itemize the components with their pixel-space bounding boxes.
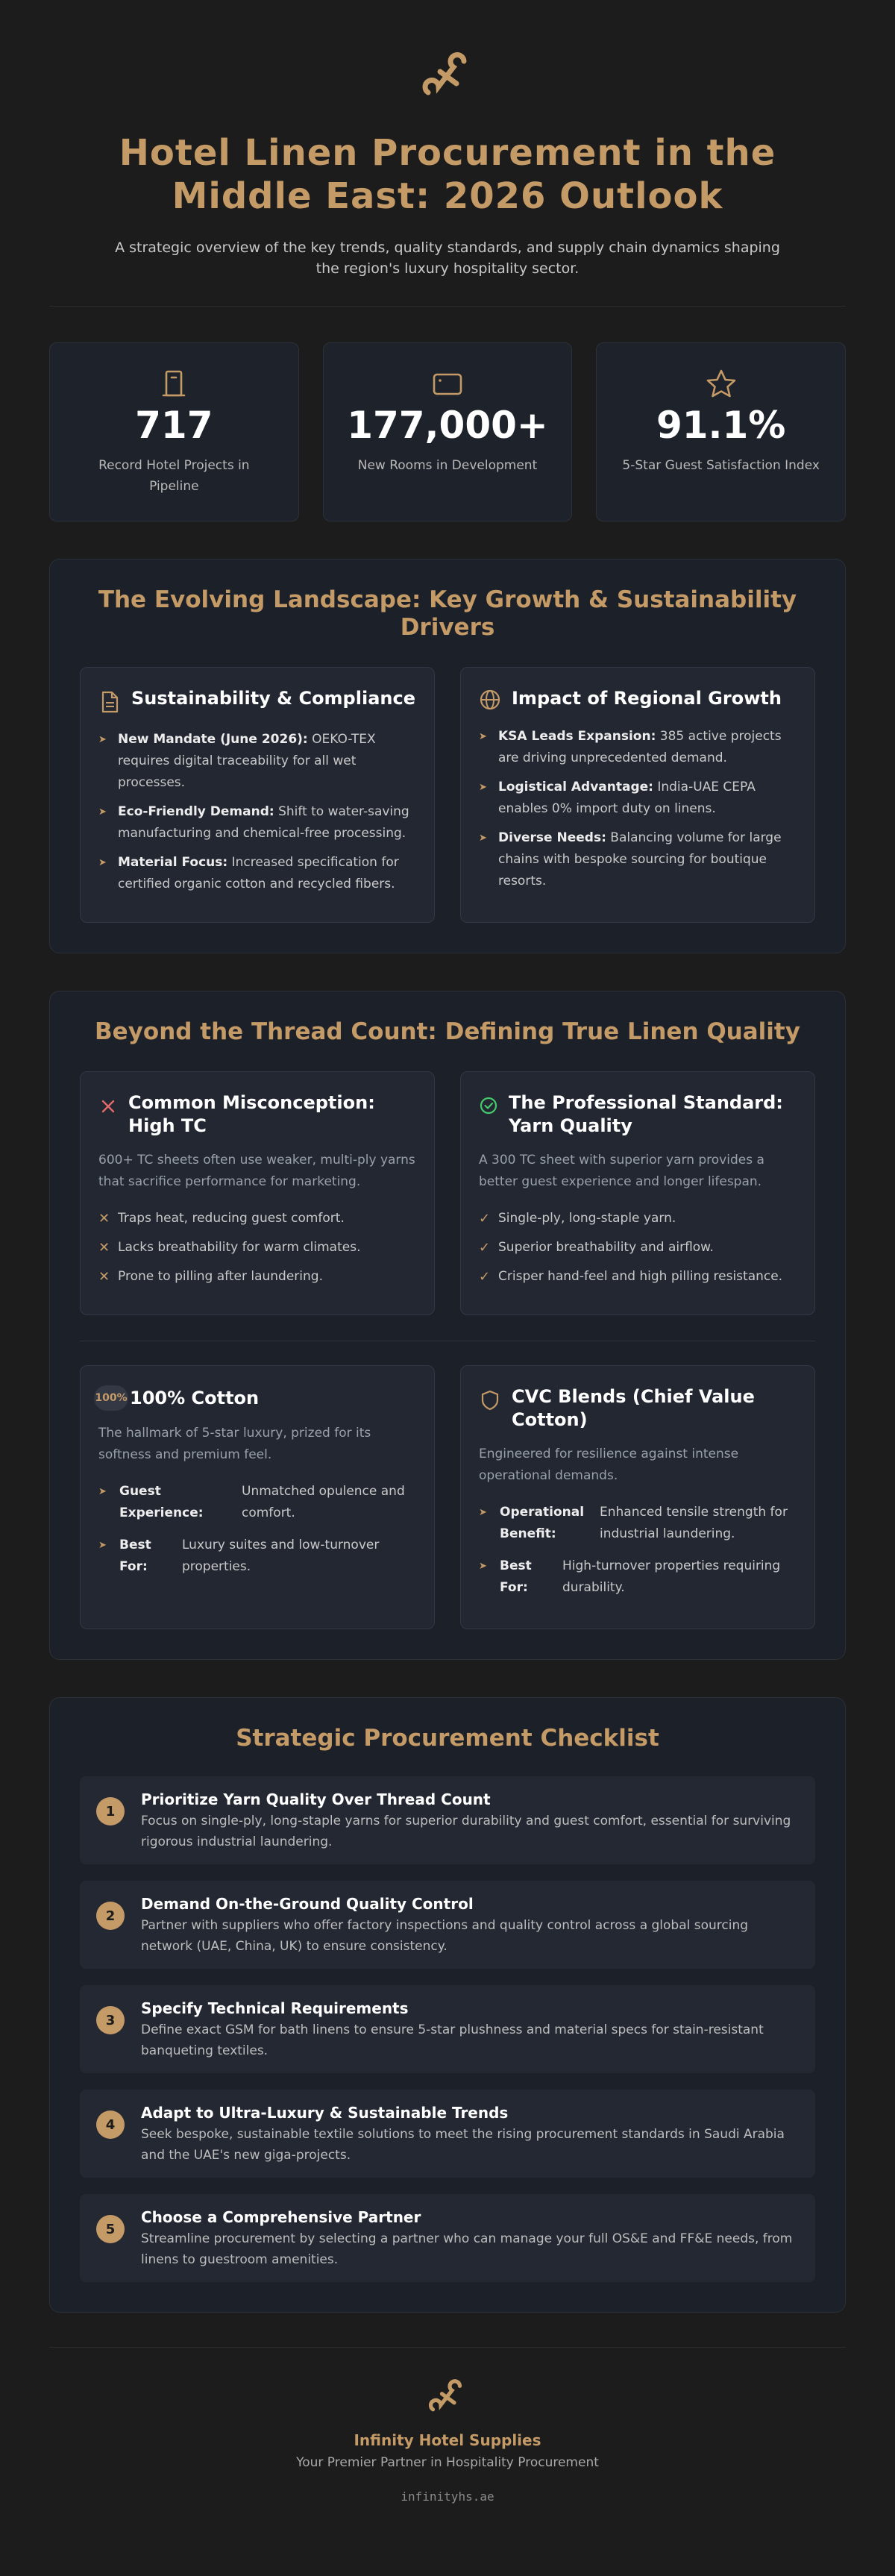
step-title: Choose a Comprehensive Partner — [141, 2208, 421, 2226]
footer-logo-icon — [49, 2378, 846, 2418]
spec-row: ➤ Best For: High-turnover properties requiring durability. — [479, 1558, 781, 1595]
page-subtitle: A strategic overview of the key trends, quality standards, and supply chain dynamics shaping the region's luxury hospitality sector. — [115, 239, 780, 277]
spec-row: ➤ Operational Benefit: Enhanced tensile strength for industrial laundering. — [479, 1505, 788, 1541]
close-icon — [98, 1091, 118, 1117]
step-description: Streamline procurement by selecting a partner who can manage your full OS&E and FF&E needs, from linens to guestroom amenities. — [141, 2231, 793, 2267]
stat-value: 177,000+ — [347, 404, 548, 447]
card-title: 100% Cotton — [130, 1387, 260, 1408]
list-item: ✓ Single-ply, long-staple yarn. — [479, 1211, 676, 1226]
footer-divider — [49, 2347, 846, 2348]
step-number: 3 — [96, 2006, 125, 2034]
growth-list — [479, 726, 797, 892]
list-item: ➤ Logistical Advantage: India-UAE CEPA enables 0% import duty on linens. — [479, 780, 756, 816]
checklist-steps — [80, 1776, 815, 2282]
sustainability-list — [98, 729, 416, 895]
cvc-card — [460, 1365, 815, 1629]
list-item: ✓ Superior breathability and airflow. — [479, 1240, 714, 1256]
list-item: ✕ Traps heat, reducing guest comfort. — [98, 1211, 345, 1226]
document-icon — [98, 687, 121, 714]
company-url[interactable]: infinityhs.ae — [401, 2489, 494, 2504]
step-description: Seek bespoke, sustainable textile solutions to meet the rising procurement standards in Saudi Arabia and the UAE's new giga-projects. — [141, 2127, 785, 2163]
list-item: ➤ New Mandate (June 2026): OEKO-TEX requires digital traceability for all wet processes. — [98, 732, 376, 790]
checklist-step — [80, 1776, 815, 1864]
checklist-step — [80, 2194, 815, 2282]
footer — [49, 2378, 846, 2504]
list-item: ➤ Material Focus: Increased specification for certified organic cotton and recycled fibers. — [98, 855, 399, 891]
card-title: Common Misconception: High TC — [128, 1092, 375, 1136]
cotton-badge-icon: 100% — [94, 1385, 128, 1411]
growth-card — [460, 667, 815, 923]
stat-label: 5-Star Guest Satisfaction Index — [622, 458, 820, 473]
step-title: Prioritize Yarn Quality Over Thread Count — [141, 1790, 491, 1808]
step-number: 2 — [96, 1902, 125, 1930]
stats-row — [49, 342, 846, 521]
room-icon — [324, 369, 572, 398]
misconception-list — [98, 1208, 416, 1288]
company-tagline: Your Premier Partner in Hospitality Procurement — [296, 2455, 599, 2470]
header-divider — [49, 306, 846, 307]
list-item: ➤ KSA Leads Expansion: 385 active projects are driving unprecedented demand. — [479, 729, 782, 765]
checklist-step — [80, 1881, 815, 1969]
spec-row: ➤ Best For: Luxury suites and low-turnover properties. — [98, 1538, 380, 1574]
sustainability-card — [80, 667, 435, 923]
section-title: The Evolving Landscape: Key Growth & Sustainability Drivers — [98, 586, 797, 641]
step-description: Define exact GSM for bath linens to ensure 5-star plushness and material specs for stain-resistant banqueting textiles. — [141, 2022, 764, 2058]
star-icon — [597, 369, 845, 398]
step-description: Partner with suppliers who offer factory inspections and quality control across a global sourcing network (UAE, China, UK) to ensure consistency. — [141, 1918, 749, 1954]
stat-value: 717 — [135, 404, 213, 447]
stat-label: Record Hotel Projects in Pipeline — [98, 458, 250, 494]
card-description: 600+ TC sheets often use weaker, multi-ply yarns that sacrifice performance for marketing. — [98, 1153, 415, 1189]
stat-card-satisfaction — [596, 342, 846, 521]
brand-logo-icon — [49, 0, 846, 103]
quality-section — [49, 991, 846, 1660]
list-item: ➤ Eco-Friendly Demand: Shift to water-saving manufacturing and chemical-free processing. — [98, 804, 409, 841]
fabric-comparison — [80, 1365, 815, 1629]
section-title: Strategic Procurement Checklist — [236, 1725, 659, 1752]
list-item: ✕ Lacks breathability for warm climates. — [98, 1240, 361, 1256]
card-title: Impact of Regional Growth — [512, 688, 782, 709]
cotton-card — [80, 1365, 435, 1629]
step-number: 5 — [96, 2215, 125, 2243]
card-description: The hallmark of 5-star luxury, prized for its softness and premium feel. — [98, 1426, 371, 1462]
card-title: CVC Blends (Chief Value Cotton) — [512, 1386, 755, 1430]
step-title: Adapt to Ultra-Luxury & Sustainable Trends — [141, 2104, 509, 2122]
list-item: ✕ Prone to pilling after laundering. — [98, 1269, 323, 1285]
stat-value: 91.1% — [656, 404, 786, 447]
step-title: Specify Technical Requirements — [141, 1999, 409, 2017]
stat-card-projects — [49, 342, 299, 521]
quality-comparison — [80, 1071, 815, 1315]
stat-label: New Rooms in Development — [357, 458, 538, 473]
landscape-columns — [80, 667, 815, 923]
misconception-card — [80, 1071, 435, 1315]
landscape-section — [49, 559, 846, 953]
card-title: Sustainability & Compliance — [131, 688, 415, 709]
cvc-specs — [479, 1502, 797, 1599]
checklist-step — [80, 1985, 815, 2073]
card-title: The Professional Standard: Yarn Quality — [509, 1092, 783, 1136]
cotton-specs — [98, 1481, 416, 1578]
spec-row: ➤ Guest Experience: Unmatched opulence and comfort. — [98, 1484, 405, 1520]
standard-card — [460, 1071, 815, 1315]
step-number: 4 — [96, 2110, 125, 2139]
globe-icon — [479, 687, 501, 711]
checklist-section — [49, 1697, 846, 2313]
card-description: Engineered for resilience against intense operational demands. — [479, 1447, 739, 1483]
step-description: Focus on single-ply, long-staple yarns for superior durability and guest comfort, essential for surviving rigorous industrial laundering. — [141, 1814, 791, 1849]
door-icon — [50, 369, 298, 398]
card-description: A 300 TC sheet with superior yarn provides a better guest experience and longer lifespan. — [479, 1153, 764, 1189]
check-circle-icon — [479, 1091, 498, 1117]
step-title: Demand On-the-Ground Quality Control — [141, 1895, 474, 1913]
company-name: Infinity Hotel Supplies — [354, 2431, 541, 2449]
standard-list — [479, 1208, 797, 1288]
step-number: 1 — [96, 1797, 125, 1826]
checklist-step — [80, 2090, 815, 2178]
section-title: Beyond the Thread Count: Defining True Linen Quality — [95, 1018, 800, 1045]
page-title: Hotel Linen Procurement in the Middle East: 2026 Outlook — [119, 132, 776, 217]
list-item: ✓ Crisper hand-feel and high pilling resistance. — [479, 1269, 783, 1285]
list-item: ➤ Diverse Needs: Balancing volume for large chains with bespoke sourcing for boutique resorts. — [479, 830, 782, 889]
shield-icon — [479, 1385, 501, 1412]
stat-card-rooms — [323, 342, 573, 521]
